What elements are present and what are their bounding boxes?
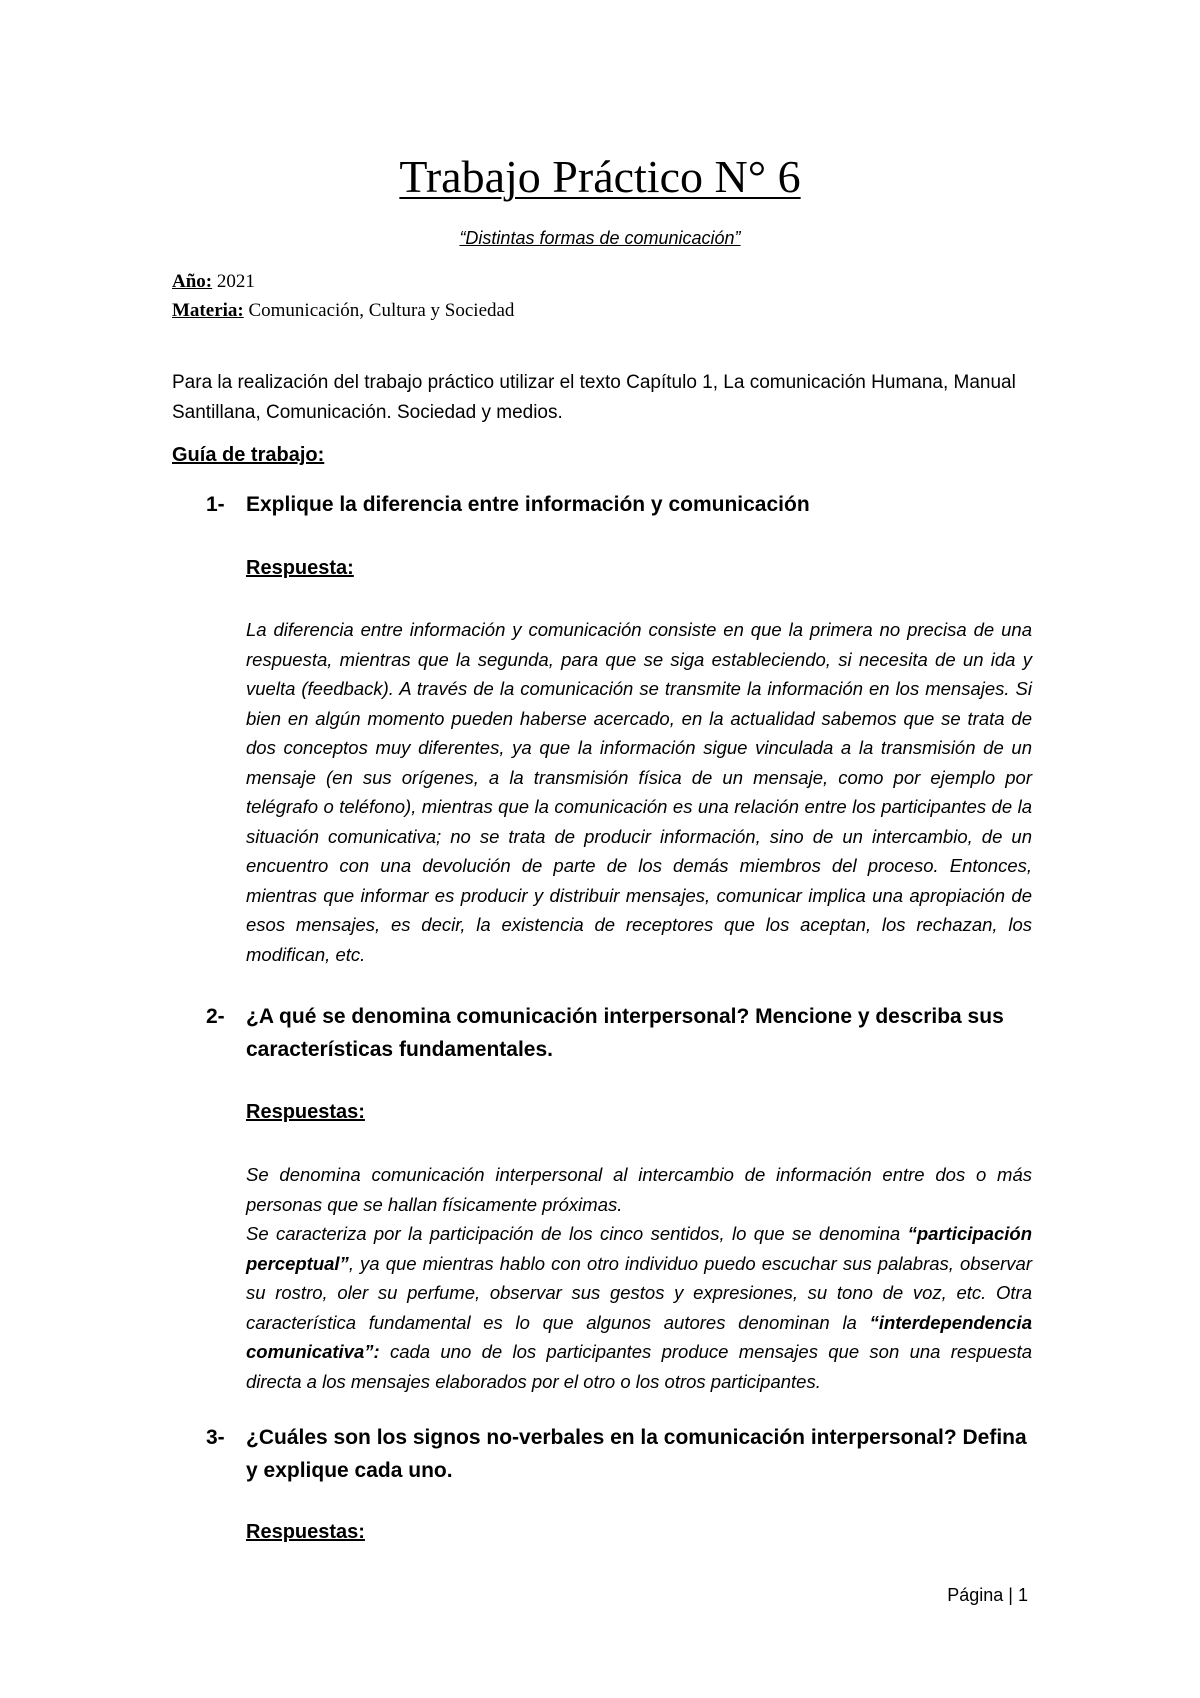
question-text: Explique la diferencia entre información y comunicación xyxy=(246,493,810,516)
question-text: ¿Cuáles son los signos no-verbales en la comunicación interpersonal? Defina y explique cada uno. xyxy=(246,1426,1027,1482)
year-value: 2021 xyxy=(212,271,255,292)
document-subtitle: “Distintas formas de comunicación” xyxy=(459,228,741,248)
page-number: Página | 1 xyxy=(947,1585,1028,1605)
answer-2-text: , ya que mientras hablo con otro individuo puedo escuchar sus palabras, observar su rostro, oler su perfume, observar sus gestos y expresiones, su tono de voz, etc. Otra característica fundamental es lo que algunos autores denominan la xyxy=(246,1252,1032,1333)
year-label: Año: xyxy=(172,271,213,292)
answer-label-2: Respuestas: xyxy=(246,1101,365,1123)
answer-2-paragraph-2 xyxy=(246,1219,1032,1396)
subject-line xyxy=(172,296,514,325)
question-3 xyxy=(206,1421,1036,1487)
answer-2-text: Se caracteriza por la participación de los cinco sentidos, lo que se denomina xyxy=(246,1223,908,1244)
question-2 xyxy=(206,1000,1036,1066)
answer-2-paragraph-1: Se denomina comunicación interpersonal al intercambio de información entre dos o más personas que se hallan físicamente próximas. xyxy=(246,1164,1032,1215)
document-meta xyxy=(172,267,514,325)
answer-2-term-perceptual: “participación perceptual” xyxy=(246,1223,1032,1274)
question-1 xyxy=(206,488,1036,521)
answer-label-3: Respuestas: xyxy=(246,1521,365,1543)
question-number: 2- xyxy=(206,1005,225,1028)
year-line xyxy=(172,267,514,296)
subject-label: Materia: xyxy=(172,300,244,321)
answer-label-1: Respuesta: xyxy=(246,557,354,579)
document-title: Trabajo Práctico N° 6 xyxy=(399,151,801,202)
answer-2-text: cada uno de los participantes produce mensajes que son una respuesta directa a los mensajes elaborados por el otro o los otros participantes. xyxy=(246,1341,1032,1392)
answer-2-term-interdependencia: “interdependencia comunicativa”: xyxy=(246,1311,1032,1362)
question-text: ¿A qué se denomina comunicación interpersonal? Mencione y describa sus características fundamentales. xyxy=(246,1005,1004,1061)
answer-2 xyxy=(246,1160,1032,1396)
intro-paragraph: Para la realización del trabajo práctico utilizar el texto Capítulo 1, La comunicación Humana, Manual Santillana, Comunicación. Sociedad y medios. xyxy=(172,372,1016,423)
answer-1: La diferencia entre información y comunicación consiste en que la primera no precisa de una respuesta, mientras que la segunda, para que se siga estableciendo, si necesita de un ida y vuelta (feedback). A través de la comunicación se transmite la información en los mensajes. Si bien en algún momento pueden haberse acercado, en la actualidad sabemos que se trata de dos conceptos muy diferentes, ya que la información sigue vinculada a la transmisión de un mensaje (en sus orígenes, a la transmisión física de un mensaje, como por ejemplo por telégrafo o teléfono), mientras que la comunicación es una relación entre los participantes de la situación comunicativa; no se trata de producir información, sino de un intercambio, de un encuentro con una devolución de parte de los demás miembros del proceso. Entonces, mientras que informar es producir y distribuir mensajes, comunicar implica una apropiación de esos mensajes, es decir, la existencia de receptores que los aceptan, los rechazan, los modifican, etc. xyxy=(246,619,1032,965)
guide-heading: Guía de trabajo: xyxy=(172,444,325,466)
question-number: 3- xyxy=(206,1426,225,1449)
question-number: 1- xyxy=(206,493,225,516)
subject-value: Comunicación, Cultura y Sociedad xyxy=(243,300,515,321)
